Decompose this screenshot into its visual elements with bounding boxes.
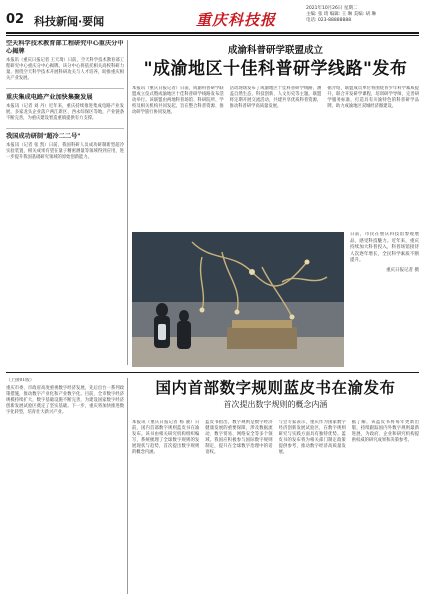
header-meta-line: 2021年10月26日 星期二 <box>306 6 358 11</box>
header-meta-line: 电话: 023-88888888 <box>306 18 352 23</box>
header-meta <box>306 6 425 24</box>
brief-divider <box>6 128 124 129</box>
news-brief <box>6 94 124 122</box>
brief-body: 本报讯（记者 刘 丹）近年来，重庆持续推进集成电路产业发展，多家龙头企业落户两江新区、西永综保区等地，产业链条不断完善，为重庆建设智造重镇提供有力支撑。 <box>6 103 124 121</box>
brief-title: 重庆集成电路产业加快集聚发展 <box>6 93 93 101</box>
news-brief <box>6 133 124 161</box>
column-divider <box>127 40 128 365</box>
article-column: 本报讯（重庆日报记者）日前，成渝科普研学联盟成立仪式暨成渝地区十佳科普研学线路发布活动举行。该联盟由两地科普场馆、科研院所、学校及相关机构共同发起，旨在整合科普资源、推动研学旅行协同发展。 <box>132 86 224 115</box>
news-photo <box>132 232 344 367</box>
page-number: 02 <box>6 12 25 27</box>
continued-label: （上接01版） <box>6 378 35 383</box>
section-name: 科技新闻·要闻 <box>34 15 105 28</box>
article-column: 蓝皮书指出，数字规则是数字经济健康发展的重要保障，涉及数据流动、数字贸易、网络安全等多个领域。我国应积极参与国际数字规则制定，提升在全球数字治理中的话语权。 <box>205 420 273 455</box>
second-article-head <box>132 378 419 411</box>
brief-title: 我国成功研制"超冷二二号" <box>6 133 81 140</box>
left-column <box>6 40 124 370</box>
photo-credit: 重庆日报记者 摄 <box>386 267 419 273</box>
header-rule <box>6 32 419 34</box>
continued-article <box>6 378 124 594</box>
article-column: 与会专家表示，重庆作为国家数字经济创新发展试验区，在数字规则研究与实践方面具有独特优势。蓝皮书的发布将为相关部门制定政策提供参考，推动数字经济高质量发展。 <box>278 420 346 455</box>
article-column: 本报讯（重庆日报记者 杨 骏）日前，国内首部数字规则蓝皮书在渝发布。该书由相关研究机构组织编写，系统梳理了全球数字规则的发展现状与趋势，首次提出数字规则的概念内涵。 <box>132 420 200 455</box>
brief-divider <box>6 88 124 89</box>
lead-article <box>132 40 419 230</box>
article-kicker: 成渝科普研学联盟成立 <box>227 45 323 56</box>
article-column: 据了解，该蓝皮书将每年更新出版，持续跟踪国内外数字规则最新进展，为政府、企业和研究机构提供权威的研究成果和决策参考。 <box>351 420 419 443</box>
second-article-body <box>132 420 419 594</box>
article-column: 据介绍，联盟成员单位将围绕青少年科学素质提升，联合开发研学课程，培训研学导师，完善研学服务标准，打造具有川渝特色的科普研学品牌，助力成渝地区双城经济圈建设。 <box>327 86 419 109</box>
section-divider <box>6 372 419 373</box>
continued-body: 重庆市委、市政府高度重视数字经济发展，先后出台一系列政策措施，推动数字产业化和产业数字化。目前，全市数字经济规模持续扩大，数字基础设施不断完善，为建设国家数字经济创新发展试验区奠定了坚实基础。下一步，重庆将加快推进数字化转型，培育壮大新兴产业。 <box>6 386 124 415</box>
article-subheadline: 首次提出数字规则的概念内涵 <box>223 400 328 409</box>
masthead: 重庆科技报 <box>196 11 277 29</box>
article-column: 活动现场发布了成渝地区十佳科普研学线路，涵盖自然生态、科技创新、人文历史等主题。联盟将定期开展交流活动，共建共享优质科普资源，推动科普研学高质量发展。 <box>229 86 322 109</box>
brief-body: 本报讯（记者 张 凯）日前，我国科研人员成功研制新型超冷实验装置，相关成果有望在量子精密测量等领域得到应用，进一步提升我国基础研究领域的原始创新能力。 <box>6 143 124 160</box>
article-body <box>132 86 419 226</box>
news-brief <box>6 40 124 82</box>
brief-body: 本报讯（重庆日报记者 王天琦）日前，空天科学技术教育部工程研究中心重庆分中心揭牌。该分中心将依托相关高校科研力量，围绕空天科学技术开展科研攻关与人才培养，助推重庆相关产业发展。 <box>6 58 124 81</box>
article-headline: 国内首部数字规则蓝皮书在渝发布 <box>155 379 396 397</box>
header-rule-thin <box>6 35 419 36</box>
page-header <box>6 4 419 34</box>
header-meta-line: 主编: 张 琦 编辑: 王 琳 美编: 胡 琳 <box>306 12 376 17</box>
brief-title: 空天科学技术教育部工程研究中心重庆分中心揭牌 <box>6 40 124 55</box>
photo-caption-text: 日前，市民在重庆科技馆参观展品，感受科技魅力。近年来，重庆持续加大科普投入，科普场馆接待人次逐年增长，全民科学素质不断提升。 <box>350 232 419 263</box>
photo-caption <box>350 232 419 367</box>
exhibit-photo-illustration <box>132 232 344 367</box>
column-divider <box>127 378 128 594</box>
article-headline: "成渝地区十佳科普研学线路"发布 <box>143 59 408 79</box>
